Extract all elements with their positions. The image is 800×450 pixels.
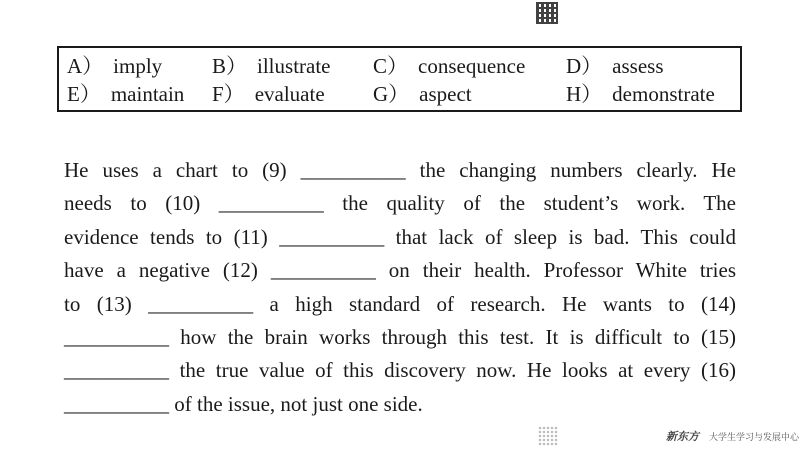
option-h <box>566 80 715 108</box>
option-word: assess <box>612 54 664 78</box>
option-letter: H） <box>566 82 603 106</box>
option-letter: B） <box>212 54 248 78</box>
passage-line: needs to (10) __________ the quality of the student’s work. The <box>64 191 736 216</box>
option-b <box>212 52 331 80</box>
option-c <box>373 52 525 80</box>
option-e <box>67 80 184 108</box>
option-g <box>373 80 472 108</box>
option-d <box>566 52 664 80</box>
passage-line: to (13) __________ a high standard of research. He wants to (14) <box>64 291 736 316</box>
option-a <box>67 52 162 80</box>
cloze-passage <box>64 154 736 421</box>
qr-code-image <box>536 2 558 24</box>
option-word: demonstrate <box>612 82 715 106</box>
option-word: consequence <box>418 54 526 78</box>
option-f <box>212 80 325 108</box>
option-letter: G） <box>373 82 410 106</box>
passage-line: __________ how the brain works through this test. It is difficult to (15) <box>64 324 736 349</box>
word-bank-box <box>57 46 742 112</box>
option-word: illustrate <box>257 54 331 78</box>
footer-brand <box>666 428 799 444</box>
passage-line: __________ the true value of this discovery now. He looks at every (16) <box>64 358 736 383</box>
option-letter: E） <box>67 82 101 106</box>
brand-text: 大学生学习与发展中心 <box>709 433 800 443</box>
passage-line: He uses a chart to (9) __________ the changing numbers clearly. He <box>64 158 736 182</box>
option-letter: D） <box>566 54 603 78</box>
option-letter: A） <box>67 54 104 78</box>
passage-line: evidence tends to (11) __________ that lack of sleep is bad. This could <box>64 224 736 249</box>
option-word: imply <box>113 54 163 78</box>
passage-line: have a negative (12) __________ on their health. Professor White tries <box>64 258 736 283</box>
passage-line: __________ of the issue, not just one side. <box>64 391 423 416</box>
option-word: maintain <box>110 82 185 106</box>
option-word: evaluate <box>254 82 325 106</box>
option-letter: C） <box>373 54 409 78</box>
option-word: aspect <box>419 82 472 106</box>
brand-logo: 新东方 <box>666 430 699 443</box>
option-letter: F） <box>212 82 245 106</box>
watermark-qr-image <box>538 426 558 446</box>
